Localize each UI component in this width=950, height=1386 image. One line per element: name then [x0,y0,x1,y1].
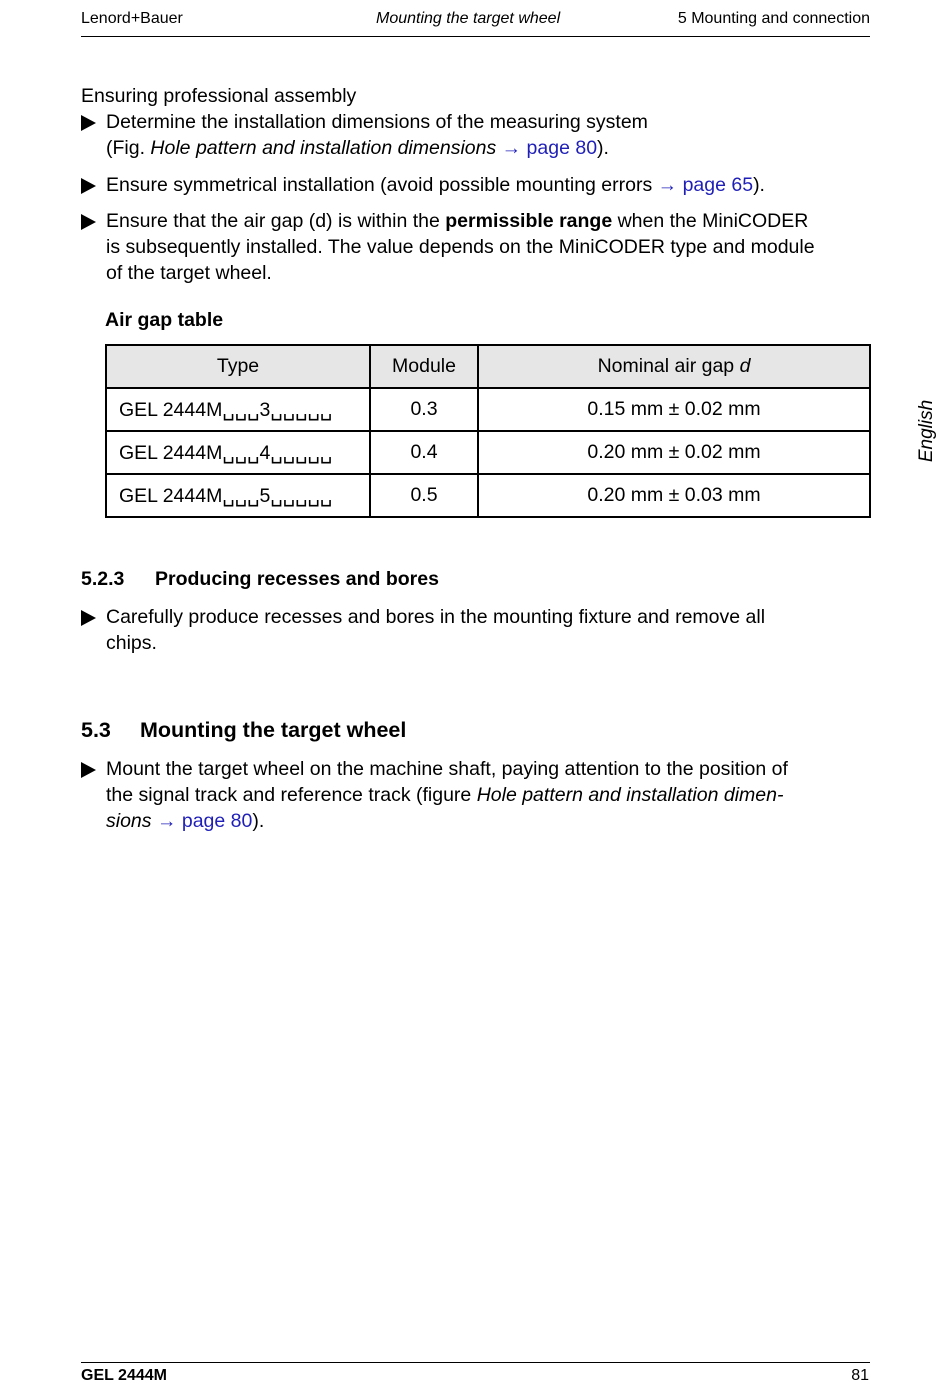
cell-module: 0.5 [370,474,478,517]
cell-module: 0.4 [370,431,478,474]
header-chapter-title: Mounting the target wheel [376,10,561,27]
section-number-53: 5.3 [81,718,111,742]
table-header-row [106,345,870,388]
bullet-air-gap [81,208,881,286]
cell-air-gap: 0.20 mm ± 0.02 mm [478,431,870,474]
cell-module: 0.3 [370,388,478,431]
column-header-air-gap [478,345,870,388]
table-row [106,474,870,517]
figure-reference: Hole pattern and installation dimen- [476,784,784,806]
text-fragment: (Fig. [106,137,151,159]
bullet-triangle-icon [81,214,96,230]
bullet-text: Mount the target wheel on the machine shaft, paying attention to the position of [106,758,788,780]
bullet-text: Determine the installation dimensions of the measuring system [106,111,648,133]
text-fragment: Ensure that the air gap (d) is within the [106,210,446,232]
footer-page-number: 81 [851,1367,869,1384]
header-rule [81,36,870,37]
air-gap-table [105,344,871,518]
bullet-mount-target-wheel [81,756,881,834]
table-row [106,431,870,474]
bullet-text [81,172,881,198]
page-link[interactable]: → page 65 [657,174,754,196]
bullet-text [81,808,881,834]
assembly-heading: Ensuring professional assembly [81,85,357,107]
bullet-triangle-icon [81,762,96,778]
page-link[interactable]: → page 80 [151,810,253,832]
text-fragment: when the MiniCODER [612,210,809,232]
bullet-triangle-icon [81,115,96,131]
bullet-text [81,782,881,808]
text-fragment: the signal track and reference track (figure [106,784,477,806]
header-section: 5 Mounting and connection [677,10,870,27]
language-label: English [916,399,937,463]
bullet-installation-dimensions [81,109,881,161]
header-variable: d [739,355,751,377]
table-row [106,388,870,431]
text-fragment: ). [597,137,609,159]
cell-air-gap: 0.15 mm ± 0.02 mm [478,388,870,431]
bullet-symmetrical-installation [81,172,881,198]
section-title-523: Producing recesses and bores [155,568,439,590]
bullet-text [81,135,881,161]
page-link[interactable]: → page 80 [501,137,598,159]
bullet-text: chips. [106,632,157,654]
emphasis: permissible range [445,210,613,232]
bullet-text: Carefully produce recesses and bores in the mounting fixture and remove all [106,606,766,628]
bullet-triangle-icon [81,610,96,626]
cell-type: GEL 2444M␣␣␣5␣␣␣␣␣ [106,474,370,517]
column-header-module: Module [370,345,478,388]
footer-rule [81,1362,870,1363]
text-fragment: ). [753,174,765,196]
figure-reference: Hole pattern and installation dimensions [150,137,497,159]
figure-reference: sions [106,810,152,832]
header-company: Lenord+Bauer [81,10,183,27]
cell-type: GEL 2444M␣␣␣3␣␣␣␣␣ [106,388,370,431]
bullet-text: is subsequently installed. The value depends on the MiniCODER type and module [106,236,815,258]
section-number-523: 5.2.3 [81,568,125,590]
bullet-text [81,208,881,234]
footer-product: GEL 2444M [81,1367,167,1384]
cell-type: GEL 2444M␣␣␣4␣␣␣␣␣ [106,431,370,474]
cell-air-gap: 0.20 mm ± 0.03 mm [478,474,870,517]
bullet-recesses-bores [81,604,881,656]
header-text: Nominal air gap [597,355,740,377]
column-header-type: Type [106,345,370,388]
air-gap-table-title: Air gap table [105,309,224,331]
section-title-53: Mounting the target wheel [140,718,407,742]
language-side-tab [915,396,939,466]
bullet-triangle-icon [81,178,96,194]
text-fragment: Ensure symmetrical installation (avoid possible mounting errors [106,174,658,196]
text-fragment: ). [252,810,265,832]
bullet-text: of the target wheel. [106,262,272,284]
